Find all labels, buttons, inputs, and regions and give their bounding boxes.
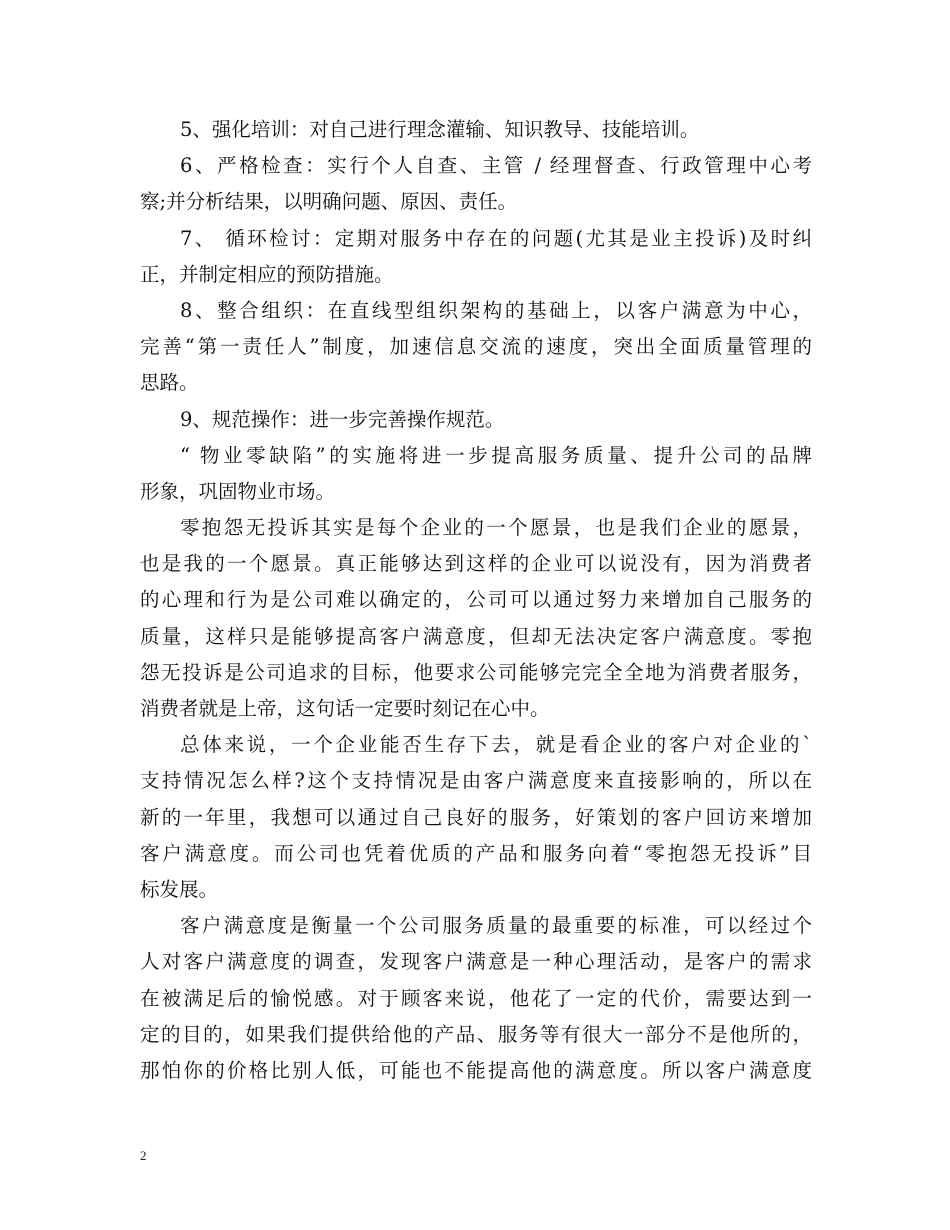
text-line: 5、强化培训：对自己进行理念灌输、知识教导、技能培训。 xyxy=(180,118,700,141)
text-line: 6、严格检查：实行个人自查、主管 / 经理督查、行政管理中心考 xyxy=(180,154,812,178)
text-line: 8、整合组织：在直线型组织架构的基础上，以客户满意为中心， xyxy=(180,298,812,322)
text-line: 9、规范操作：进一步完善操作规范。 xyxy=(180,407,505,431)
text-line: “ 物业零缺陷”的实施将进一步提高服务质量、提升公司的品牌 xyxy=(180,443,812,467)
text-line: 察;并分析结果，以明确问题、原因、责任。 xyxy=(140,190,518,214)
text-line: 也是我的一个愿景。真正能够达到这样的企业可以说没有，因为消费者 xyxy=(140,552,812,576)
text-line: 正，并制定相应的预防措施。 xyxy=(140,262,394,286)
page-number: 2 xyxy=(140,1148,147,1163)
text-line: 在被满足后的愉悦感。对于顾客来说，他花了一定的代价，需要达到一 xyxy=(140,986,812,1010)
document-body xyxy=(140,112,812,1089)
text-line: 客户满意度。而公司也凭着优质的产品和服务向着“零抱怨无投诉”目 xyxy=(140,841,812,865)
text-line: 形象，巩固物业市场。 xyxy=(140,479,336,503)
text-line: 总体来说，一个企业能否生存下去，就是看企业的客户对企业的` xyxy=(180,733,812,757)
text-line: 的心理和行为是公司难以确定的，公司可以通过努力来增加自己服务的 xyxy=(140,588,812,612)
text-line: 零抱怨无投诉其实是每个企业的一个愿景，也是我们企业的愿景， xyxy=(180,516,812,540)
text-line: 质量，这样只是能够提高客户满意度，但却无法决定客户满意度。零抱 xyxy=(140,624,812,648)
text-line: 客户满意度是衡量一个公司服务质量的最重要的标准，可以经过个 xyxy=(180,914,812,938)
text-line: 思路。 xyxy=(140,371,199,395)
text-line: 7、 循环检讨：定期对服务中存在的问题(尤其是业主投诉)及时纠 xyxy=(180,226,812,250)
text-line: 完善“第一责任人”制度，加速信息交流的速度，突出全面质量管理的 xyxy=(140,335,812,359)
text-line: 怨无投诉是公司追求的目标，他要求公司能够完完全全地为消费者服务， xyxy=(140,660,812,684)
text-line: 那怕你的价格比别人低，可能也不能提高他的满意度。所以客户满意度 xyxy=(140,1058,812,1082)
text-line: 人对客户满意度的调查，发现客户满意是一种心理活动，是客户的需求 xyxy=(140,950,812,974)
text-line: 支持情况怎么样?这个支持情况是由客户满意度来直接影响的，所以在 xyxy=(140,769,812,793)
text-line: 标发展。 xyxy=(140,877,219,901)
text-line: 新的一年里，我想可以通过自己良好的服务，好策划的客户回访来增加 xyxy=(140,805,812,829)
text-line: 定的目的，如果我们提供给他的产品、服务等有很大一部分不是他所的， xyxy=(140,1022,812,1046)
text-line: 消费者就是上帝，这句话一定要时刻记在心中。 xyxy=(140,697,550,720)
